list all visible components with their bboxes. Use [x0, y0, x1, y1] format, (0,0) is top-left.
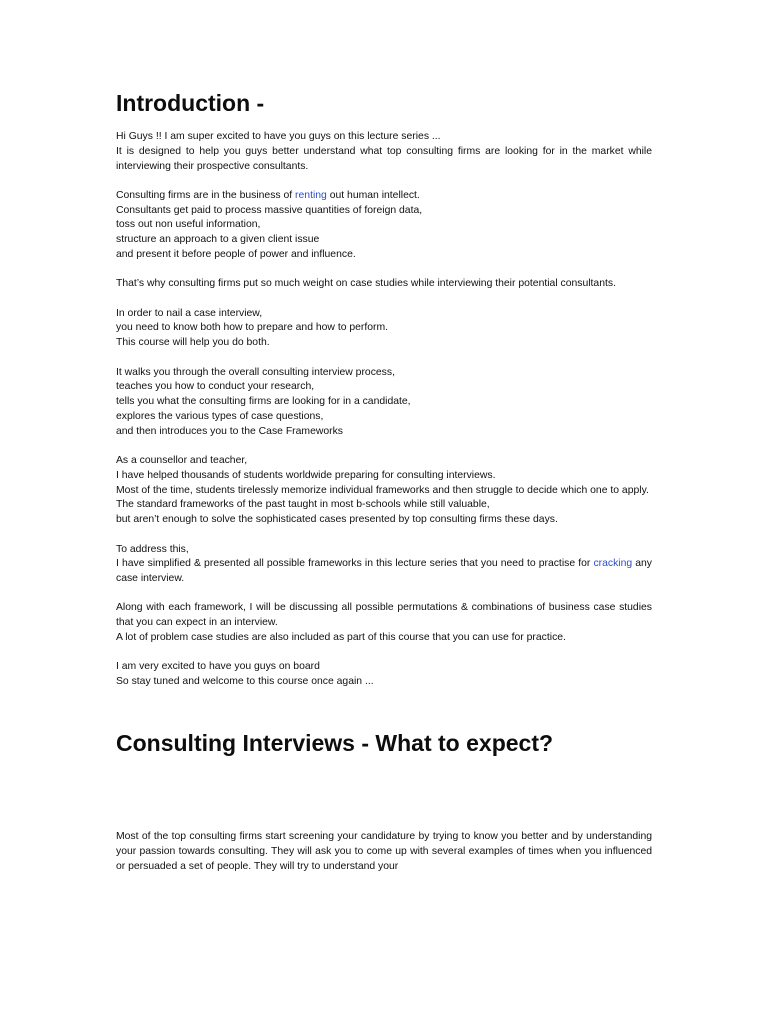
text-fragment: out human intellect. — [326, 189, 420, 201]
text-line: To address this, — [116, 543, 189, 555]
renting-link[interactable]: renting — [295, 189, 327, 201]
text-line: Most of the time, students tirelessly memorize individual frameworks and then struggle to decide which one to apply. — [116, 484, 649, 496]
intro-paragraph-1 — [116, 130, 652, 174]
text-line: toss out non useful information, — [116, 219, 261, 231]
intro-paragraph-4 — [116, 307, 652, 351]
text-line: Consultants get paid to process massive quantities of foreign data, — [116, 204, 423, 216]
text-line: teaches you how to conduct your research, — [116, 381, 315, 393]
text-line: As a counsellor and teacher, — [116, 455, 248, 467]
text-line: tells you what the consulting firms are looking for in a candidate, — [116, 396, 411, 408]
text-line: This course will help you do both. — [116, 337, 270, 349]
text-line: you need to know both how to prepare and how to perform. — [116, 322, 389, 334]
text-line: In order to nail a case interview, — [116, 307, 263, 319]
text-line: So stay tuned and welcome to this course once again ... — [116, 676, 374, 688]
intro-paragraph-7 — [116, 543, 652, 587]
intro-paragraph-9 — [116, 660, 652, 690]
text-fragment: any case interview. — [116, 558, 652, 585]
text-line: Along with each framework, I will be discussing all possible permutations & combinations of business case studies that you can expect in an interview. — [116, 602, 652, 629]
intro-paragraph-2 — [116, 189, 652, 263]
text-fragment: I have simplified & presented all possible frameworks in this lecture series that you need to practise for — [116, 558, 594, 570]
text-line: Hi Guys !! I am super excited to have you guys on this lecture series ... — [116, 131, 441, 142]
text-line: but aren’t enough to solve the sophisticated cases presented by top consulting firms these days. — [116, 514, 558, 526]
text-line: I have helped thousands of students worldwide preparing for consulting interviews. — [116, 469, 496, 481]
text-line: The standard frameworks of the past taught in most b-schools while still valuable, — [116, 499, 490, 511]
text-line: A lot of problem case studies are also included as part of this course that you can use for practice. — [116, 632, 566, 644]
text-line: structure an approach to a given client issue — [116, 234, 320, 246]
text-line — [116, 189, 652, 204]
intro-paragraph-3: That’s why consulting firms put so much weight on case studies while interviewing their potential consultants. — [116, 278, 616, 290]
introduction-heading: Introduction - — [116, 90, 265, 116]
cracking-link[interactable]: cracking — [593, 558, 633, 570]
consulting-paragraph-1: Most of the top consulting firms start screening your candidature by trying to know you better and by understanding your passion towards consulting. They will ask you to come up with several examples of times when you influenced or persuaded a set of people. They will try to understand your — [116, 830, 652, 872]
intro-paragraph-8 — [116, 601, 652, 645]
text-line: and present it before people of power and influence. — [116, 249, 356, 261]
text-line — [116, 557, 652, 587]
text-fragment: Consulting firms are in the business of — [116, 189, 296, 201]
text-line: I am very excited to have you guys on board — [116, 661, 320, 673]
text-line: and then introduces you to the Case Frameworks — [116, 425, 343, 437]
page-content — [116, 88, 652, 874]
intro-paragraph-5 — [116, 366, 652, 440]
consulting-interviews-heading: Consulting Interviews - What to expect? — [116, 729, 554, 756]
intro-paragraph-6 — [116, 454, 652, 528]
text-line: It is designed to help you guys better understand what top consulting firms are looking for in the market while interviewing their prospective consultants. — [116, 145, 652, 172]
text-line: It walks you through the overall consulting interview process, — [116, 366, 395, 378]
text-line: explores the various types of case questions, — [116, 410, 324, 422]
